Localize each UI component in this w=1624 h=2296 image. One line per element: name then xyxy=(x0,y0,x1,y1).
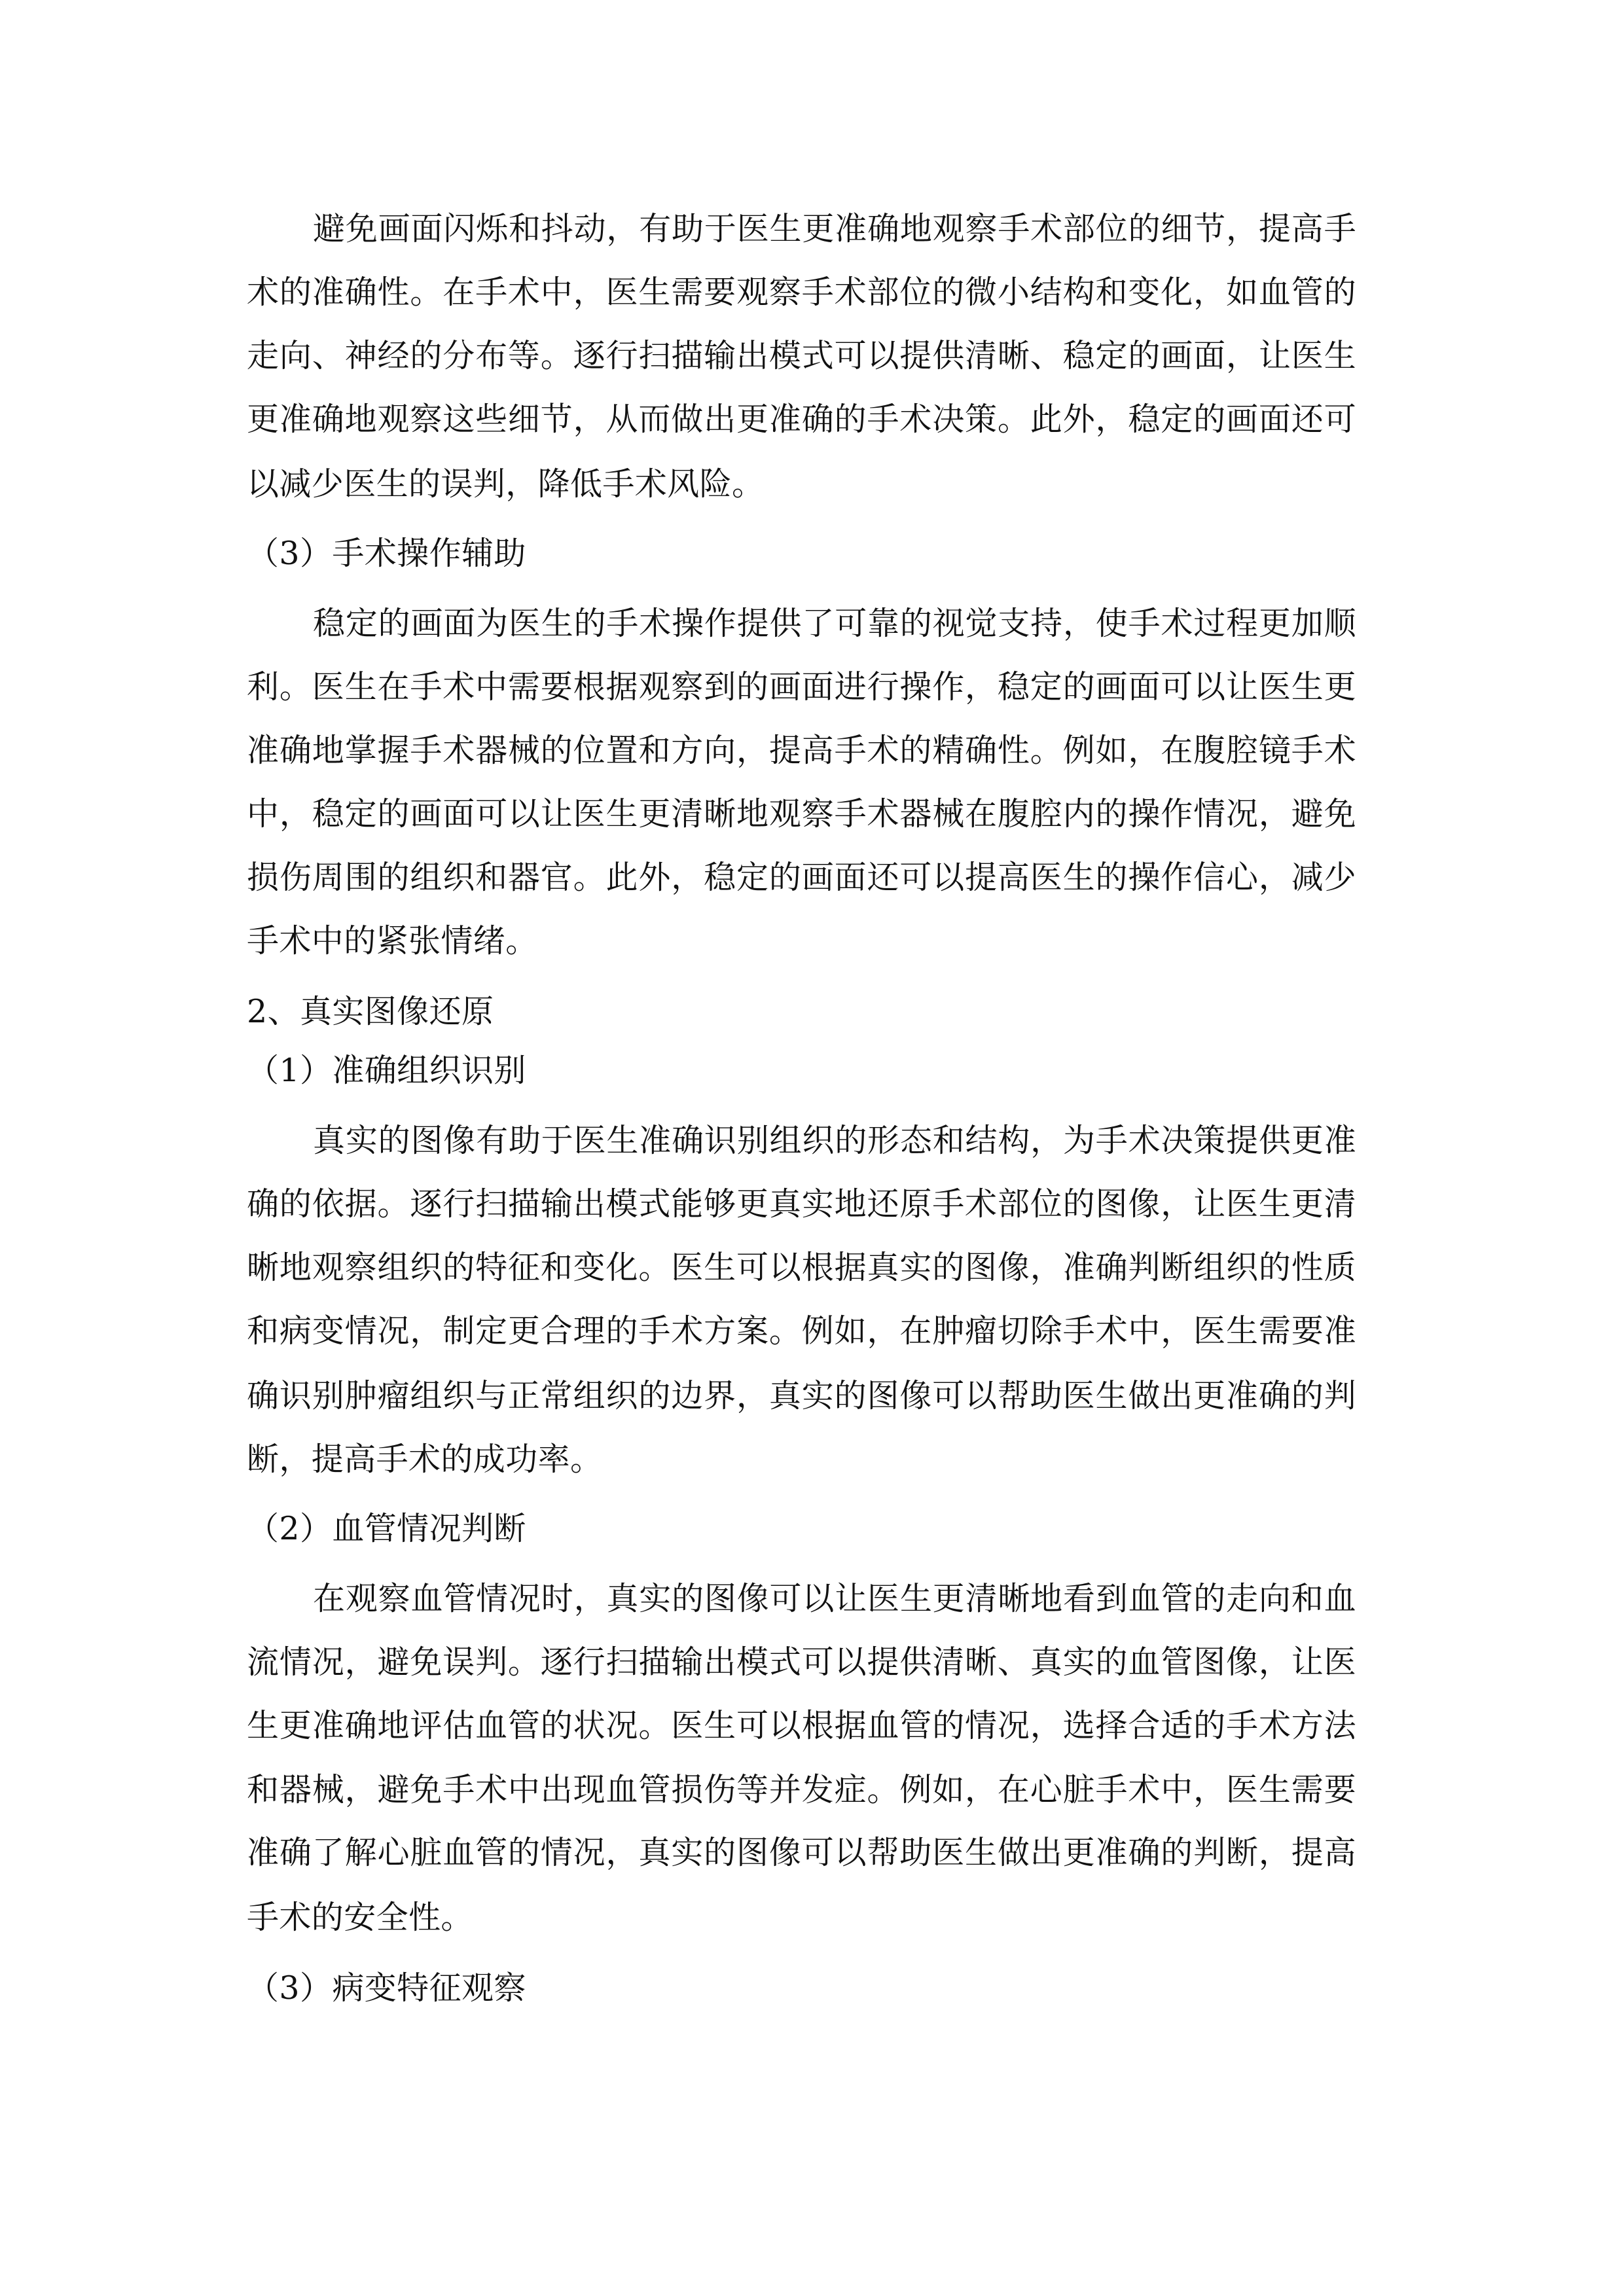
paragraph-line: 准确了解心脏血管的情况，真实的图像可以帮助医生做出更准确的判断，提高 xyxy=(247,1834,1356,1871)
paragraph-line: 稳定的画面为医生的手术操作提供了可靠的视觉支持，使手术过程更加顺 xyxy=(313,605,1356,642)
paragraph-line: 走向、神经的分布等。逐行扫描输出模式可以提供清晰、稳定的画面，让医生 xyxy=(247,337,1356,374)
paragraph-line: 和病变情况，制定更合理的手术方案。例如，在肿瘤切除手术中，医生需要准 xyxy=(247,1312,1356,1350)
heading-accurate-tissue-identification: （1）准确组织识别 xyxy=(247,1052,526,1089)
paragraph-line: 确识别肿瘤组织与正常组织的边界，真实的图像可以帮助医生做出更准确的判 xyxy=(247,1377,1356,1414)
paragraph-line: 更准确地观察这些细节，从而做出更准确的手术决策。此外，稳定的画面还可 xyxy=(247,401,1356,438)
paragraph-line: 以减少医生的误判，降低手术风险。 xyxy=(247,465,765,503)
paragraph-line: 流情况，避免误判。逐行扫描输出模式可以提供清晰、真实的血管图像，让医 xyxy=(247,1643,1356,1681)
paragraph-line: 避免画面闪烁和抖动，有助于医生更准确地观察手术部位的细节，提高手 xyxy=(313,210,1356,247)
paragraph-line: 中，稳定的画面可以让医生更清晰地观察手术器械在腹腔内的操作情况，避免 xyxy=(247,795,1356,833)
paragraph-line: 确的依据。逐行扫描输出模式能够更真实地还原手术部位的图像，让医生更清 xyxy=(247,1185,1356,1223)
paragraph-line: 术的准确性。在手术中，医生需要观察手术部位的微小结构和变化，如血管的 xyxy=(247,274,1356,311)
heading-surgical-operation-assist: （3）手术操作辅助 xyxy=(247,535,526,572)
paragraph-line: 利。医生在手术中需要根据观察到的画面进行操作，稳定的画面可以让医生更 xyxy=(247,668,1356,706)
heading-real-image-restoration: 2、真实图像还原 xyxy=(247,993,494,1030)
paragraph-line: 生更准确地评估血管的状况。医生可以根据血管的情况，选择合适的手术方法 xyxy=(247,1707,1356,1744)
paragraph-line: 损伤周围的组织和器官。此外，稳定的画面还可以提高医生的操作信心，减少 xyxy=(247,859,1356,896)
paragraph-line: 手术的安全性。 xyxy=(247,1899,473,1936)
paragraph-line: 真实的图像有助于医生准确识别组织的形态和结构，为手术决策提供更准 xyxy=(313,1122,1356,1159)
paragraph-line: 准确地掌握手术器械的位置和方向，提高手术的精确性。例如，在腹腔镜手术 xyxy=(247,732,1356,769)
paragraph-line: 晰地观察组织的特征和变化。医生可以根据真实的图像，准确判断组织的性质 xyxy=(247,1249,1356,1286)
paragraph-line: 和器械，避免手术中出现血管损伤等并发症。例如，在心脏手术中，医生需要 xyxy=(247,1771,1356,1808)
paragraph-line: 断，提高手术的成功率。 xyxy=(247,1441,603,1478)
heading-lesion-feature-observation: （3）病变特征观察 xyxy=(247,1969,526,2007)
paragraph-line: 在观察血管情况时，真实的图像可以让医生更清晰地看到血管的走向和血 xyxy=(313,1580,1356,1617)
heading-vascular-assessment: （2）血管情况判断 xyxy=(247,1510,526,1547)
paragraph-line: 手术中的紧张情绪。 xyxy=(247,922,538,960)
